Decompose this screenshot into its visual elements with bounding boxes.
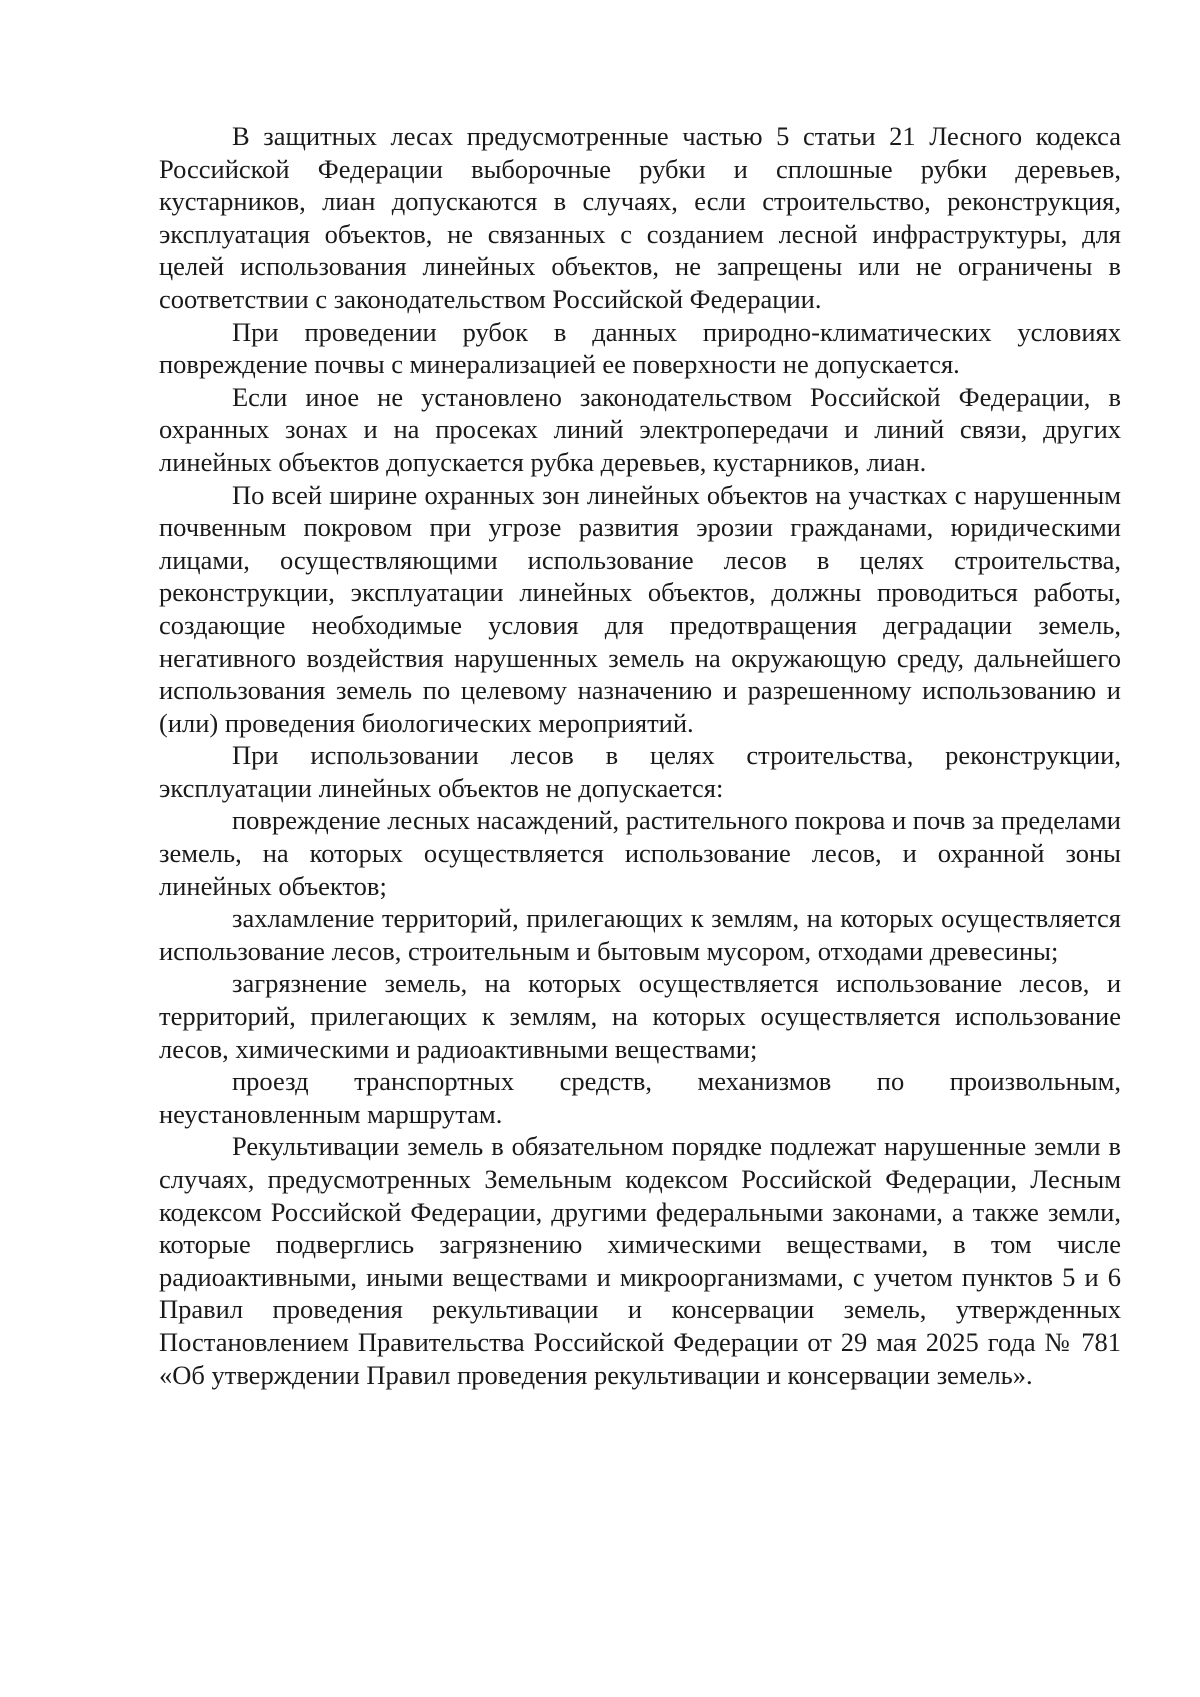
document-body <box>159 120 1121 1391</box>
paragraph-protective-forests: В защитных лесах предусмотренные частью 5 статьи 21 Лесного кодекса Российской Федерации выборочные рубки и сплошные рубки деревьев, кустарников, лиан допускаются в случаях, если строительство, реконструкция, эксплуатация объектов, не связанных с созданием лесной инфраструктуры, для целей использования линейных объектов, не запрещены или не ограничены в соответствии с законодательством Российской Федерации. <box>159 121 1121 314</box>
paragraph-prohibition-damage: повреждение лесных насаждений, растительного покрова и почв за пределами земель, на которых осуществляется использование лесов, и охранной зоны линейных объектов; <box>159 805 1121 901</box>
paragraph-soil-damage: При проведении рубок в данных природно-климатических условиях повреждение почвы с минерализацией ее поверхности не допускается. <box>159 316 1121 380</box>
paragraph-prohibition-pollution: загрязнение земель, на которых осуществляется использование лесов, и территорий, прилегающих к землям, на которых осуществляется использование лесов, химическими и радиоактивными веществами; <box>159 968 1121 1064</box>
paragraph-prohibition-driving: проезд транспортных средств, механизмов по произвольным, неустановленным маршрутам. <box>159 1066 1121 1129</box>
paragraph-prohibitions-intro: При использовании лесов в целях строительства, реконструкции, эксплуатации линейных объектов не допускается: <box>159 740 1121 803</box>
paragraph-prohibition-littering: захламление территорий, прилегающих к землям, на которых осуществляется использование лесов, строительным и бытовым мусором, отходами древесины; <box>159 903 1121 966</box>
paragraph-protection-zones: Если иное не установлено законодательством Российской Федерации, в охранных зонах и на просеках линий электропередачи и линий связи, других линейных объектов допускается рубка деревьев, кустарников, лиан. <box>159 381 1121 477</box>
paragraph-erosion-works: По всей ширине охранных зон линейных объектов на участках с нарушенным почвенным покровом при угрозе развития эрозии гражданами, юридическими лицами, осуществляющими использование лесов в целях строительства, реконструкции, эксплуатации линейных объектов, должны проводиться работы, создающие необходимые условия для предотвращения деградации земель, негативного воздействия нарушенных земель на окружающую среду, дальнейшего использования земель по целевому назначению и разрешенному использованию и (или) проведения биологических мероприятий. <box>159 479 1121 738</box>
paragraph-reclamation: Рекультивации земель в обязательном порядке подлежат нарушенные земли в случаях, предусмотренных Земельным кодексом Российской Федерации, Лесным кодексом Российской Федерации, другими федеральными законами, а также земли, которые подверглись загрязнению химическими веществами, в том числе радиоактивными, иными веществами и микроорганизмами, с учетом пунктов 5 и 6 Правил проведения рекультивации и консервации земель, утвержденных Постановлением Правительства Российской Федерации от 29 мая 2025 года № 781 «Об утверждении Правил проведения рекультивации и консервации земель». <box>159 1131 1121 1390</box>
